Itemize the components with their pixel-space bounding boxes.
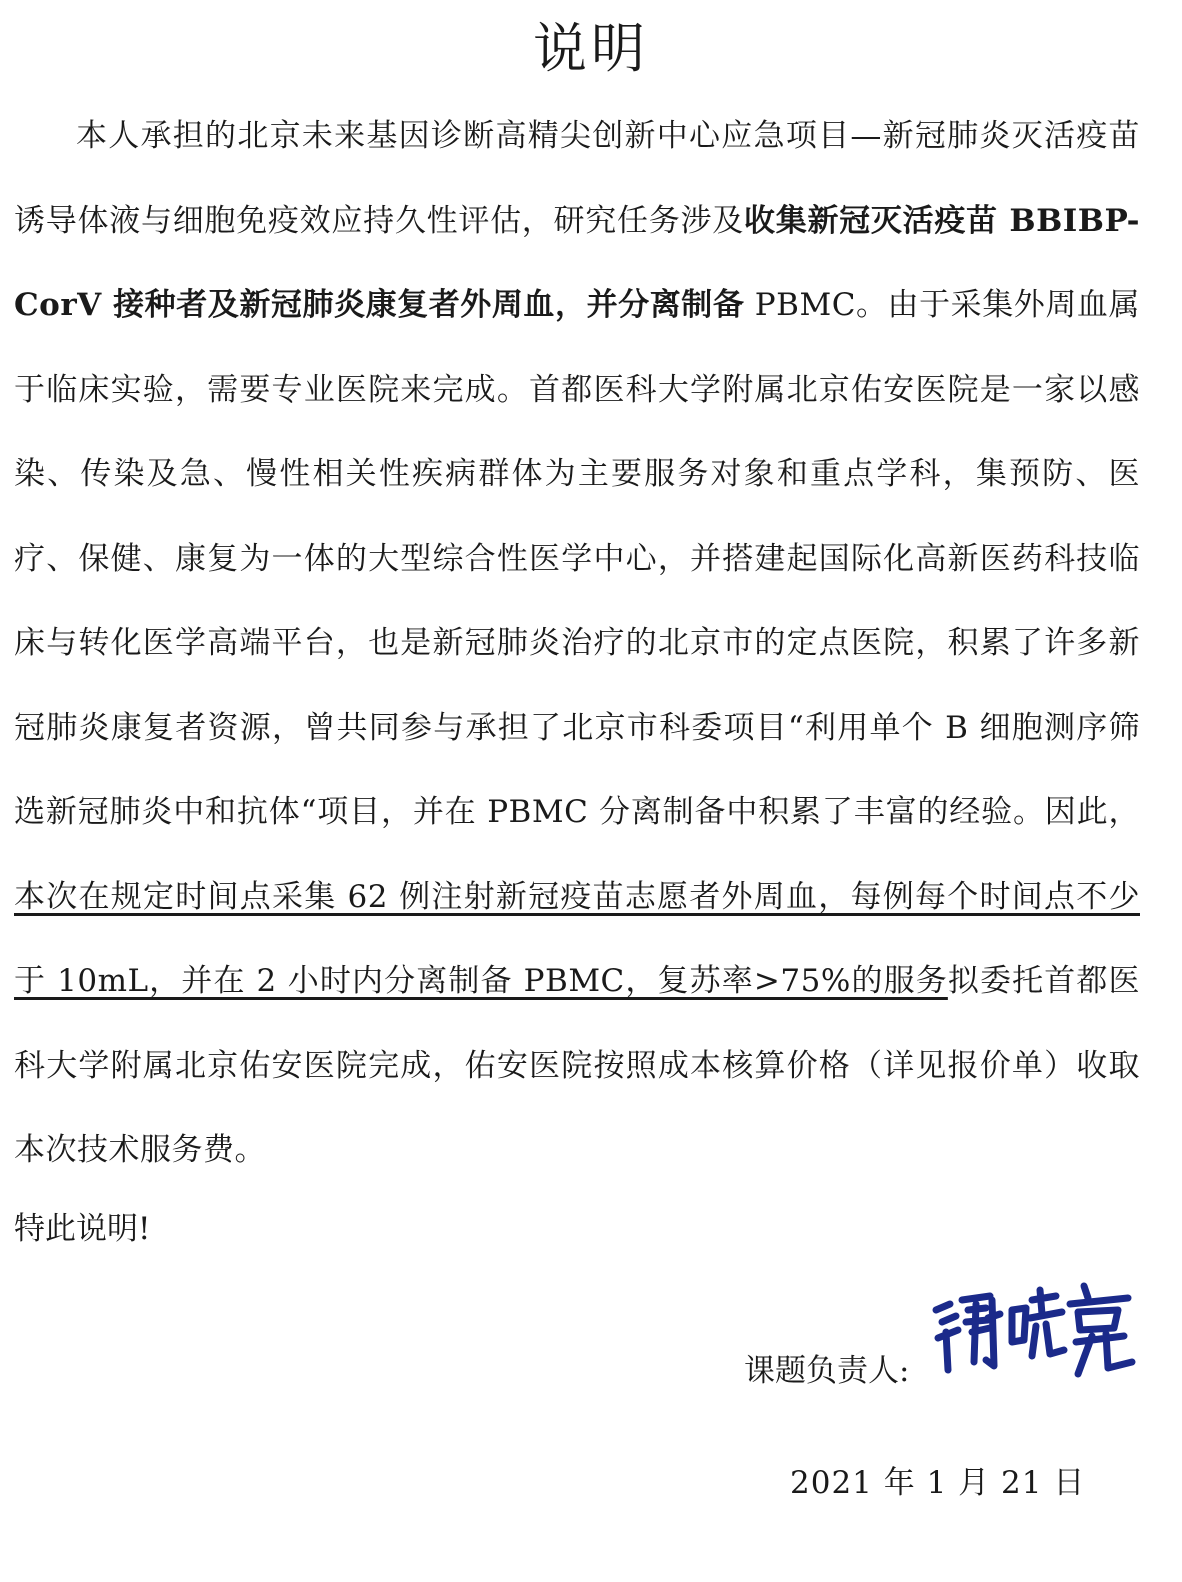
paragraph-bold-text: 收集新冠灭活疫苗 BBIBP-CorV 接种者及新冠肺炎康复者外周血，并分离制备 <box>14 202 1140 323</box>
paragraph-text-3: 拟委托首都医科大学附属北京佑安医院完成，佑安医院按照成本核算价格（详见报价单）收取本次技术服务费。 <box>14 963 1141 1168</box>
closing-statement: 特此说明! <box>14 1211 151 1247</box>
signatory-label: 课题负责人: <box>744 1353 910 1389</box>
paragraph-text-1: 本人承担的北京未来基因诊断高精尖创新中心应急项目—新冠肺炎灭活疫苗诱导体液与细胞免疫效应持久性评估，研究任务涉及 <box>14 118 1140 239</box>
paragraph-text-2: PBMC。由于采集外周血属于临床实验，需要专业医院来完成。首都医科大学附属北京佑安医院是一家以感染、传染及急、慢性相关性疾病群体为主要服务对象和重点学科，集预防、医疗、保健、康复为一体的大型综合性医学中心，并搭建起国际化高新医药科技临床与转化医学高端平台，也是新冠肺炎治疗的北京市的定点医院，积累了许多新冠肺炎康复者资源，曾共同参与承担了北京市科委项目“利用单个 B 细胞测序筛选新冠肺炎中和抗体“项目，并在 PBMC 分离制备中积累了丰富的经验。因此， <box>14 287 1140 830</box>
document-date: 2021 年 1 月 21 日 <box>790 1465 1086 1501</box>
document-title: 说明 <box>533 17 649 80</box>
handwritten-signature <box>928 1270 1138 1390</box>
paragraph-underlined-text: 本次在规定时间点采集 62 例注射新冠疫苗志愿者外周血，每例每个时间点不少于 10mL，并在 2 小时内分离制备 PBMC，复苏率>75%的服务 <box>14 878 1140 999</box>
body-paragraph <box>14 94 1140 1193</box>
